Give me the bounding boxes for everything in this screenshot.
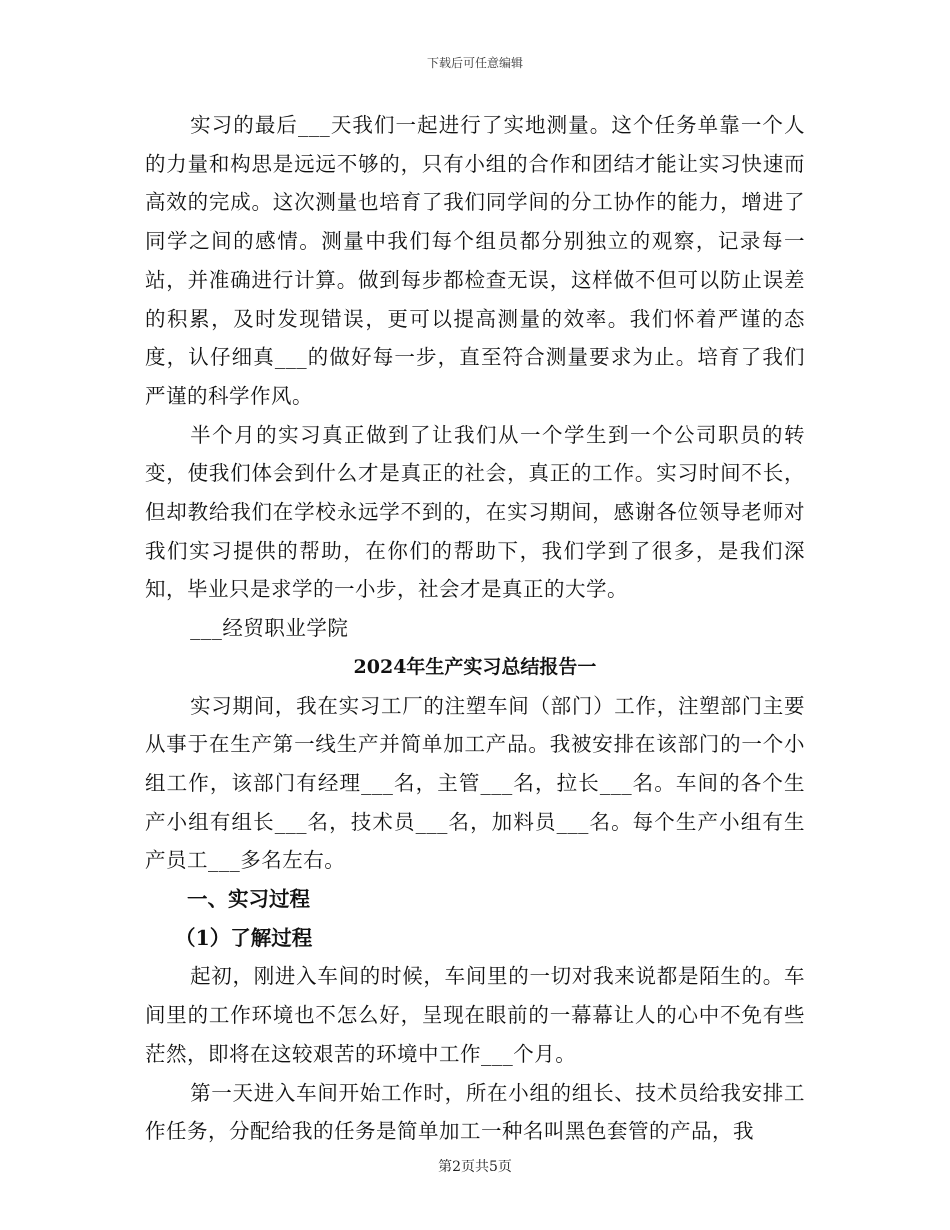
- page-footer: 第2页共5页: [438, 1159, 512, 1175]
- paragraph-survey: 实习的最后___天我们一起进行了实地测量。这个任务单靠一个人的力量和构思是远远不够的，只有小组的合作和团结才能让实习快速而高效的完成。这次测量也培育了我们同学间的分工协作的能力，增进了同学之间的感情。测量中我们每个组员都分别独立的观察，记录每一站，并准确进行计算。做到每步都检查无误，这样做不但可以防止误差的积累，及时发现错误，更可以提高测量的效率。我们怀着严谨的态度，认仔细真___的做好每一步，直至符合测量要求为止。培育了我们严谨的科学作风。: [145, 113, 805, 408]
- page-header: 下载后可任意编辑: [426, 56, 523, 70]
- paragraph-workshop-intro: 实习期间，我在实习工厂的注塑车间（部门）工作，注塑部门主要从事于在生产第一线生产并简单加工产品。我被安排在该部门的一个小组工作，该部门有经理___名，主管___名，拉长___名。车间的各个生产小组有组长___名，技术员___名，加料员___名。每个生产小组有生产员工___多名左右。: [145, 693, 805, 873]
- document-body: [145, 106, 805, 1151]
- paragraph-internship-summary: 半个月的实习真正做到了让我们从一个学生到一个公司职员的转变，使我们体会到什么才是真正的社会，真正的工作。实习时间不长，但却教给我们在学校永远学不到的，在实习期间，感谢各位领导老师对我们实习提供的帮助，在你们的帮助下，我们学到了很多，是我们深知，毕业只是求学的一小步，社会才是真正的大学。: [145, 422, 805, 602]
- report-title: 2024年生产实习总结报告一: [353, 655, 597, 678]
- paragraph-school-name: ___经贸职业学院: [190, 616, 349, 641]
- section-heading-process: 一、实习过程: [187, 887, 310, 912]
- subsection-heading-understanding: （1）了解过程: [175, 925, 313, 950]
- paragraph-first-impression: 起初，刚进入车间的时候，车间里的一切对我来说都是陌生的。车间里的工作环境也不怎么好，呈现在眼前的一幕幕让人的心中不免有些茫然，即将在这较艰苦的环境中工作___个月。: [145, 964, 805, 1066]
- paragraph-first-day: 第一天进入车间开始工作时，所在小组的组长、技术员给我安排工作任务，分配给我的任务是简单加工一种名叫黑色套管的产品，我: [145, 1080, 805, 1144]
